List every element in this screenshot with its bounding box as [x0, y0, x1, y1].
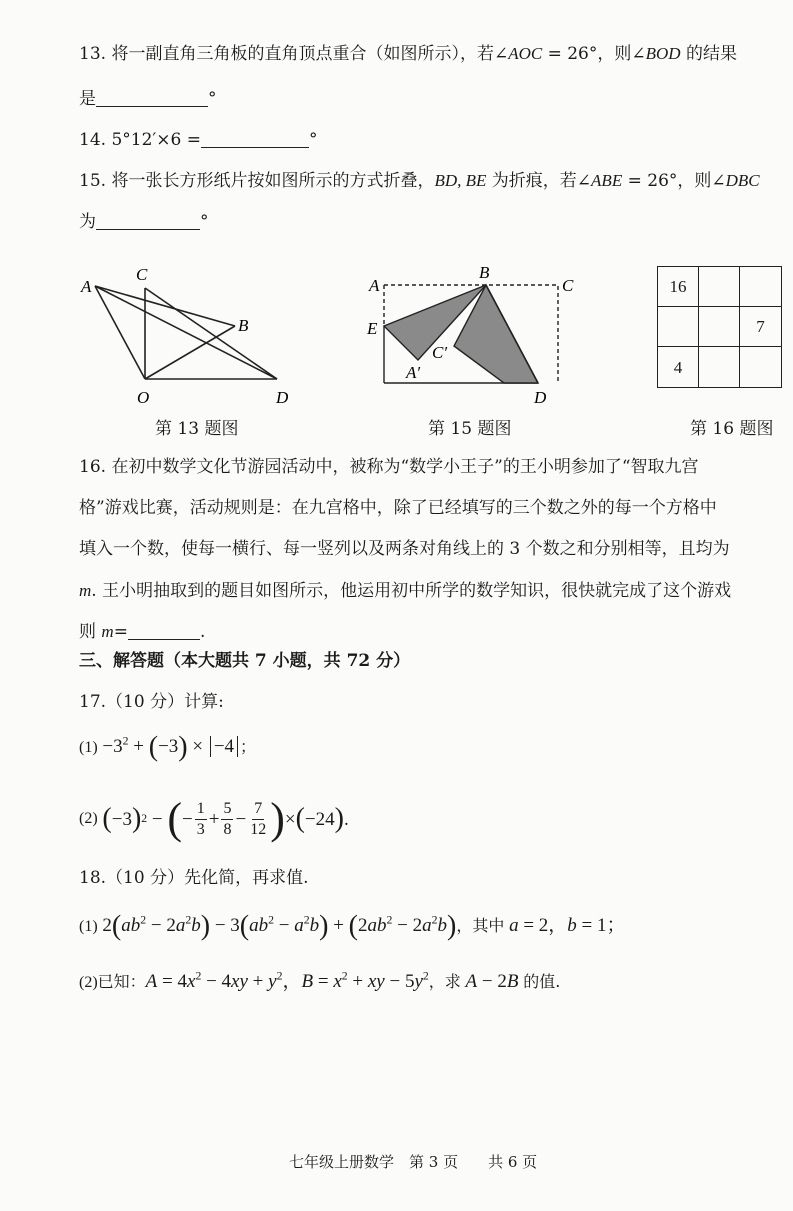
grid-cell[interactable]: 16: [658, 267, 699, 307]
q13-line2: 是 °: [79, 89, 217, 109]
section-3-heading: 三、解答题（本大题共 7 小题，共 72 分）: [79, 651, 411, 671]
grid-cell[interactable]: [699, 267, 740, 307]
label-C: C: [562, 276, 574, 295]
grid-cell[interactable]: [740, 347, 781, 387]
q16-line3: 填入一个数，使每一横行、每一竖列以及两条对角线上的 3 个数之和分别相等，且均为: [79, 539, 730, 559]
line-AD: [95, 286, 277, 379]
q16-line4: m. 王小明抽取到的题目如图所示，他运用初中所学的数学知识，很快就完成了这个游戏: [79, 581, 732, 601]
q15-answer-blank[interactable]: [96, 213, 200, 230]
q16-line1: 16. 在初中数学文化节游园活动中，被称为“数学小王子”的王小明参加了“智取九宫: [79, 457, 699, 477]
label-B: B: [238, 316, 249, 335]
grid-cell[interactable]: 7: [740, 307, 781, 347]
label-C: C: [136, 265, 148, 284]
figure-15: [362, 258, 592, 408]
grid-cell[interactable]: 4: [658, 347, 699, 387]
q15-line2: 为 °: [79, 212, 209, 232]
figure-16-caption: 第 16 题图: [690, 419, 774, 439]
q14-line: 14. 5°12′×6 = °: [79, 130, 318, 150]
grid-cell[interactable]: [740, 267, 781, 307]
q13-answer-blank[interactable]: [96, 90, 208, 107]
line-CD: [145, 288, 277, 379]
line-AO: [95, 286, 145, 379]
q16-answer-blank[interactable]: [128, 623, 200, 640]
q16-line2: 格”游戏比赛，活动规则是：在九宫格中，除了已经填写的三个数之外的每一个方格中: [79, 498, 717, 518]
figure-15-caption: 第 15 题图: [428, 419, 512, 439]
q18-part2: (2)已知：$A = 4x^2 - 4xy + y^2$，$B = x^2$ + xy − $5y^2$，求 A − 2B 的值.: [79, 969, 561, 992]
q16-line5: 则 m= .: [79, 622, 206, 642]
grid-cell[interactable]: [699, 307, 740, 347]
q17-part2: (2) ( −3 ) 2 − ( − $\frac{1}{3}$ + $\frac{5}{8}$ − $\frac{7}{12}$ ) × ( −24 ) .: [79, 794, 349, 843]
label-B: B: [479, 263, 490, 282]
grid-cell[interactable]: [658, 307, 699, 347]
label-D: D: [276, 388, 289, 407]
label-O: O: [137, 388, 150, 407]
figure-13: [75, 258, 315, 408]
label-D: D: [534, 388, 547, 407]
label-A: A: [369, 276, 380, 295]
magic-square-grid: [657, 266, 782, 388]
line-AB: [95, 286, 235, 326]
q18-part1: (1) $2(ab^2 - 2a^2b) - 3(ab^2 - a^2b) + (2ab^2 - 2a^2b)$，其中 a = 2，b = 1；: [79, 910, 626, 942]
q13-line1: 13. 将一副直角三角板的直角顶点重合（如图所示），若∠AOC = 26°，则∠BOD 的结果: [79, 44, 737, 64]
q17-part1: $(1) -3^2 + (-3) \times -4$ ；: [79, 731, 257, 763]
label-A: A: [81, 277, 92, 296]
grid-cell[interactable]: [699, 347, 740, 387]
q15-line1: 15. 将一张长方形纸片按如图所示的方式折叠，BD, BE 为折痕，若∠ABE = 26°，则∠DBC: [79, 171, 760, 191]
label-C-prime: C′: [432, 343, 448, 362]
label-A-prime: A′: [406, 363, 421, 382]
label-E: E: [367, 319, 378, 338]
q18-title: 18.（10 分）先化简，再求值.: [79, 868, 309, 888]
q14-answer-blank[interactable]: [201, 131, 309, 148]
page-footer: 七年级上册数学 第 3 页 共 6 页: [289, 1153, 538, 1171]
q17-title: 17.（10 分）计算:: [79, 692, 224, 712]
figure-13-caption: 第 13 题图: [155, 419, 239, 439]
